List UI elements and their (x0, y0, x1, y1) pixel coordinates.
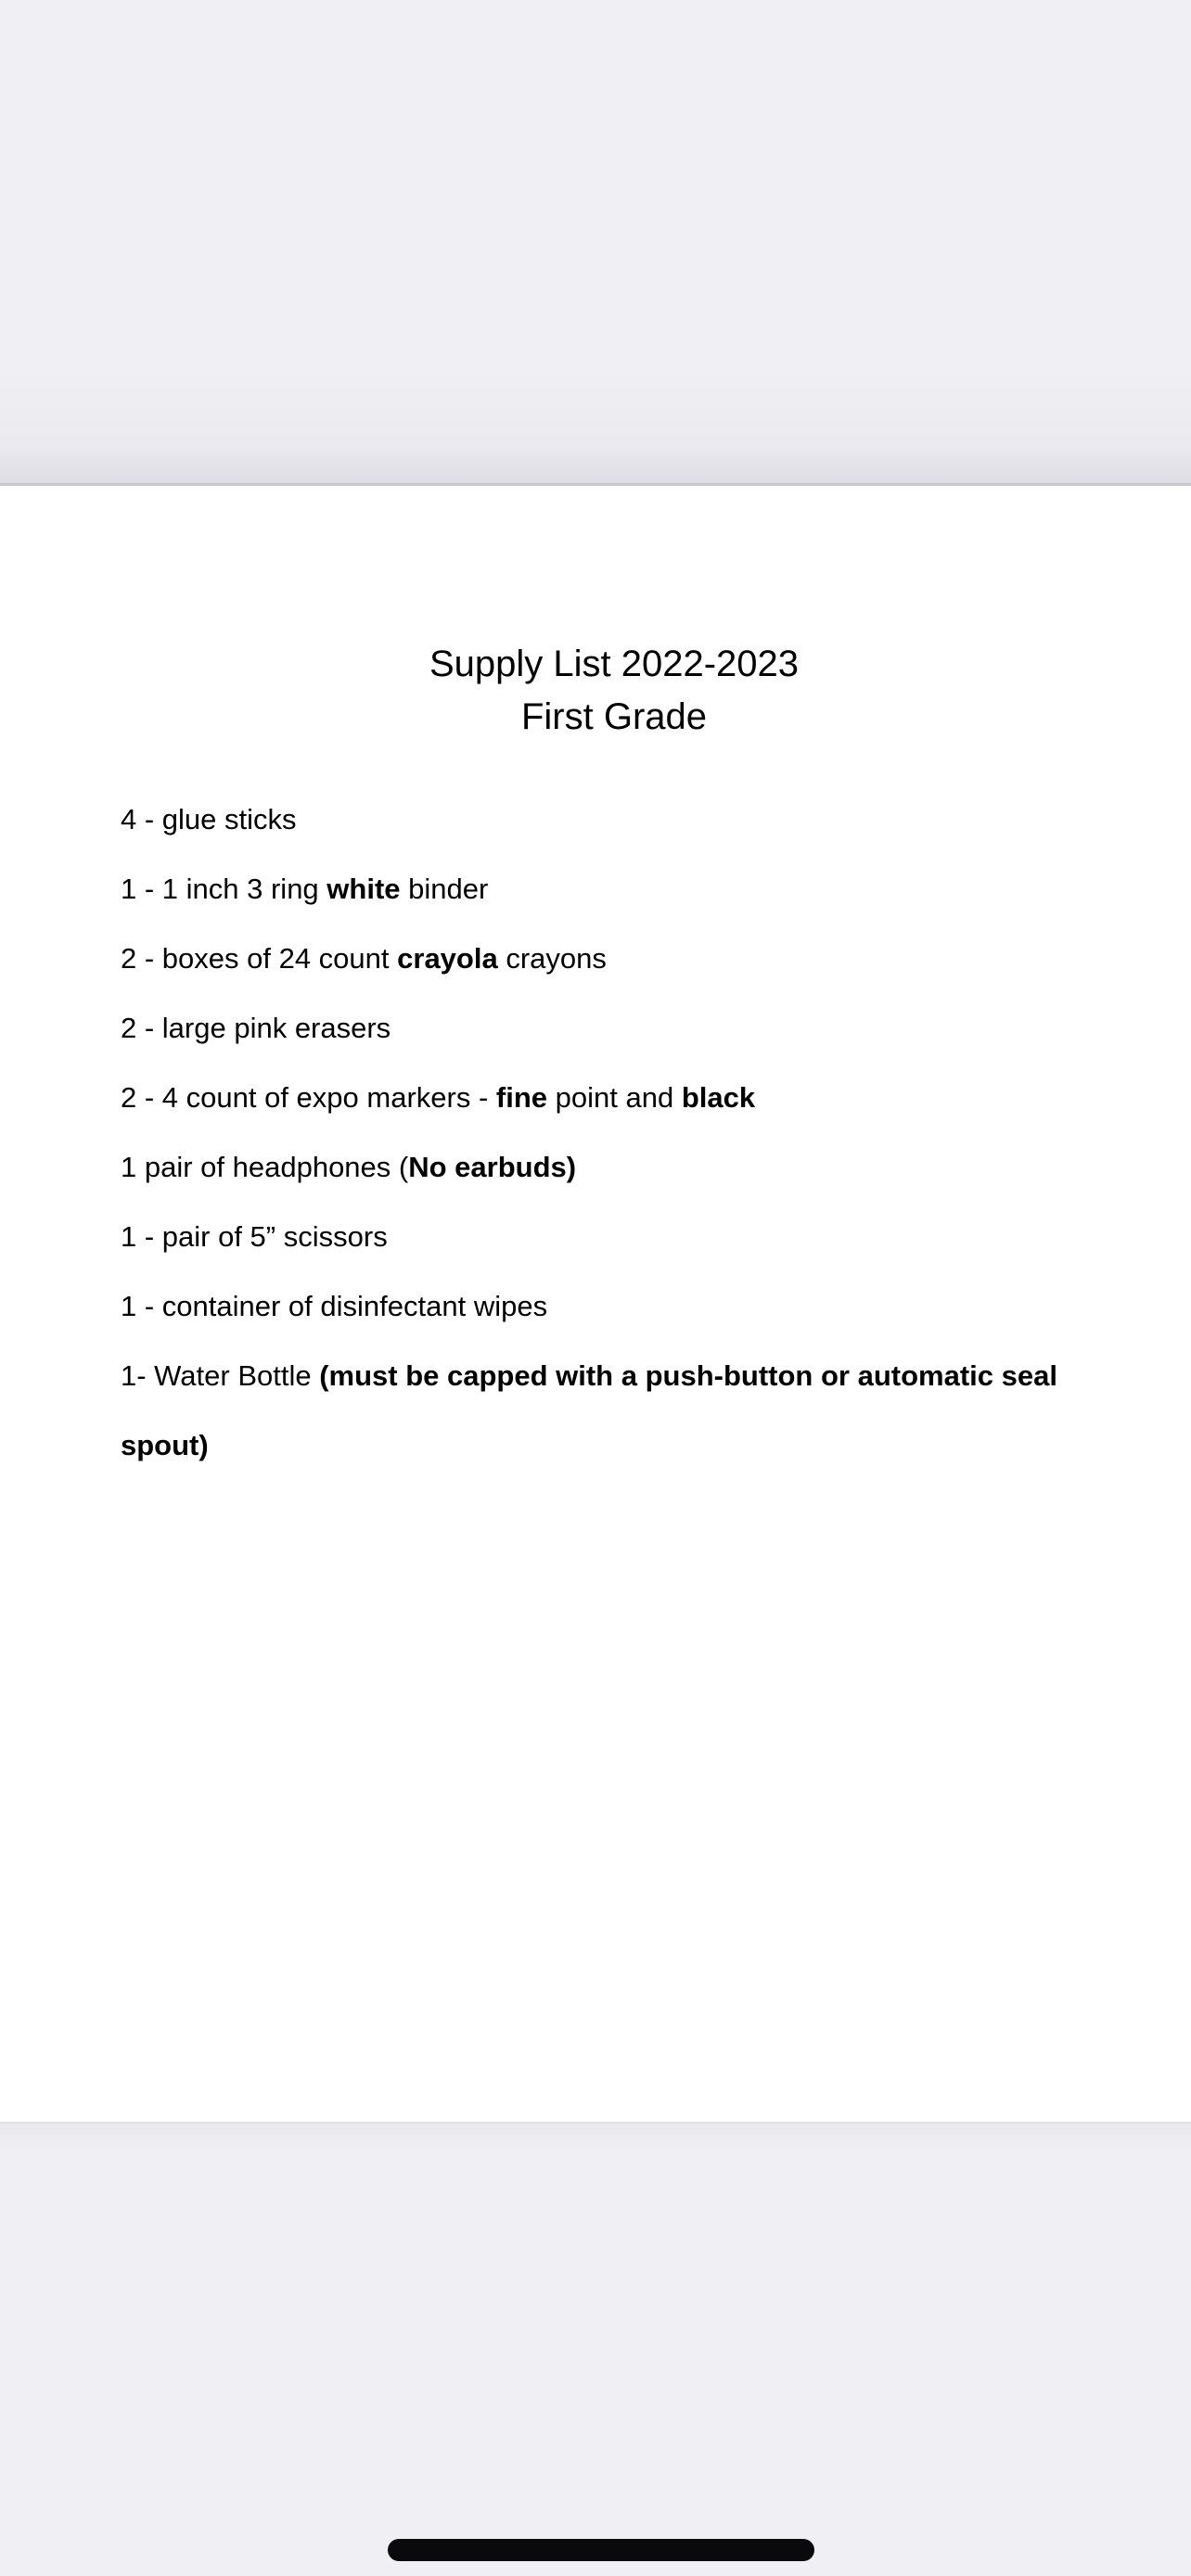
supply-list-item: 4 - glue sticks (121, 803, 297, 835)
supply-list-item: 1 - pair of 5” scissors (121, 1220, 388, 1253)
document-title-line2: First Grade (520, 696, 708, 737)
document-title-line1: Supply List 2022-2023 (429, 644, 800, 684)
supply-list-item: 1 - 1 inch 3 ring white binder (121, 873, 489, 905)
supply-list (121, 784, 1108, 1480)
supply-list-item: 2 - large pink erasers (121, 1012, 391, 1044)
home-indicator[interactable] (388, 2539, 814, 2561)
supply-list-item: 2 - boxes of 24 count crayola crayons (121, 942, 607, 975)
document-title (121, 638, 1108, 744)
supply-list-item: 1- Water Bottle (must be capped with a push-button or automatic seal spout) (121, 1359, 1057, 1461)
supply-list-item: 2 - 4 count of expo markers - fine point and black (121, 1081, 756, 1114)
scroll-background-bottom (0, 2122, 1191, 2576)
supply-list-item: 1 - container of disinfectant wipes (121, 1290, 548, 1322)
scroll-background-top (0, 0, 1191, 486)
supply-list-item: 1 pair of headphones (No earbuds) (121, 1151, 577, 1183)
document-page (0, 486, 1191, 2122)
